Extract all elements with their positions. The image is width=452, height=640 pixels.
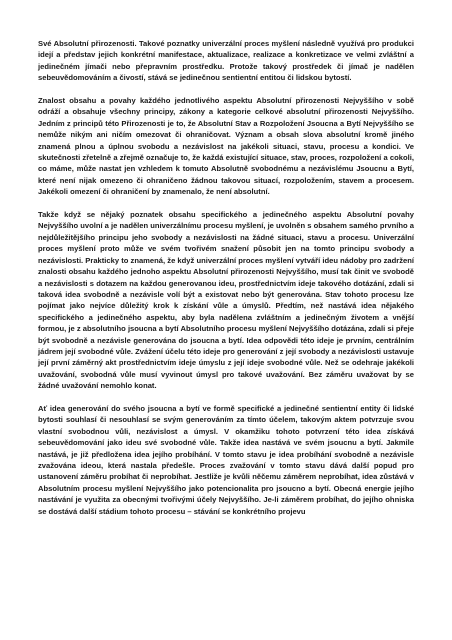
paragraph-1: Své Absolutní přirozenosti. Takové poznatky univerzální proces myšlení následně využívá pro produkci idejí a představ jejich konkrétní manifestace, aktualizace, realizace a konkretizace ve velmi zvláštní a jedinečném jímači nebo přepravním prostředku. Protože takový prostředek či jímač je nadělen sebeuvědomováním a čivostí, stává se jedinečnou sentientní entitou či lidskou bytostí.	[38, 39, 414, 83]
paragraph-4: Ať idea generování do svého jsoucna a bytí ve formě specifické a jedinečné sentientní entity či lidské bytosti souhlasí či nesouhlasí se svým generováním za tímto účelem, takovým aktem potvrzuje svou vlastní svobodnou vůli, nezávislost a úmysl. V okamžiku tohoto potvrzení této idea získává sebeuvědomování jako ideu své svobodné vůle. Takže idea nastává ve svém jsoucnu a bytí. Jakmile nastává, je již předložena idea jejího probíhání. V tomto stavu je idea probíhání svobodně a nezávisle zvažována ideou, která nastala předešle. Proces zvažování v tomto stavu dává další popud pro ustanovení záměru probíhat či neprobíhat. Jestliže je kvůli něčemu záměrem neprobíhat, idea zůstává v Absolutním procesu myšlení Nejvyššího jako potencionalita pro jsoucno a bytí. Obecná energie jejího nastávání je využita za obecnými tvořivými účely Nejvyššího. Je-li záměrem probíhat, do jejího ohniska se dostává další stádium tohoto procesu – stávání se konkrétního projevu	[38, 403, 414, 516]
paragraph-3: Takže když se nějaký poznatek obsahu specifického a jedinečného aspektu Absolutní povahy Nejvyššího uvolní a je nadělen univerzálnímu procesu myšlení, je uvolněn s obsahem samého prvního a nejdůležitějšího principu jeho svobody a nezávislosti na žádné situaci, stavu a procesu. Univerzální proces myšlení proto může ve svém tvořivém snažení působit jen na tomto principu svobody a nezávislosti. Prakticky to znamená, že když univerzální proces myšlení vytváří ideu nádoby pro zadržení znalosti obsahu každého jednoho aspektu Absolutní přirozenosti Nejvyššího, musí tak činit ve svobodě a nezávislosti s dotazem na každou generovanou ideu, prostřednictvím ideje takového dotázání, zdali si taková idea svobodně a nezávisle volí být a existovat nebo být generována. Stav tohoto procesu lze pojímat jako nejvíce důležitý krok k získání vůle a úmyslů. Předtím, než nastává idea nějakého specifického a jedinečného aspektu, aby byla nadělena zvláštním a jedinečným životem a vnější formou, je z absolutního jsoucna a bytí Absolutního procesu myšlení Nejvyššího dotázána, zdali si přeje být svobodně a nezávisle generována do jsoucna a bytí. Idea odpovědi této ideje je prvním, centrálním jádrem její svobodné vůle. Zvážení účelu této ideje pro generování z její svobody a nezávislosti ustavuje její první záměrný akt prostřednictvím ideje úmyslu z její ideje svobodné vůle. Než se odehraje jakékoli uvažování, svobodná vůle musí vyvinout úmysl pro takové uvažování. Bez záměru uvažovat by se žádné uvažování nemohlo konat.	[38, 210, 415, 391]
paragraph-2: Znalost obsahu a povahy každého jednotlivého aspektu Absolutní přirozenosti Nejvyššího v sobě odráží a obsahuje všechny principy, zákony a kategorie celkové absolutní přirozenosti Nejvyššího. Jedním z principů této Přirozenosti je to, že Absolutní Stav a Rozpoložení Jsoucna a Bytí Nejvyššího se nemůže nikým ani ničím omezovat či ohraničovat. Význam a obsah slova absolutní kromě jiného znamená plnou a úplnou svobodu a nezávislost na jakékoli situaci, stavu, procesu a kondici. Ve skutečnosti zřetelně a zřejmě označuje to, že každá existující situace, stav, proces, rozpoložení a cokoli, co máme, může nastat jen vzhledem k tomuto Absolutně svobodnému a nezávislému Jsoucnu a Bytí, které není nijak omezeno či ohraničeno žádnou takovou situací, rozpoložením, stavem a procesem. Jakékoli omezení či ohraničení by znamenalo, že není absolutní.	[38, 96, 414, 197]
